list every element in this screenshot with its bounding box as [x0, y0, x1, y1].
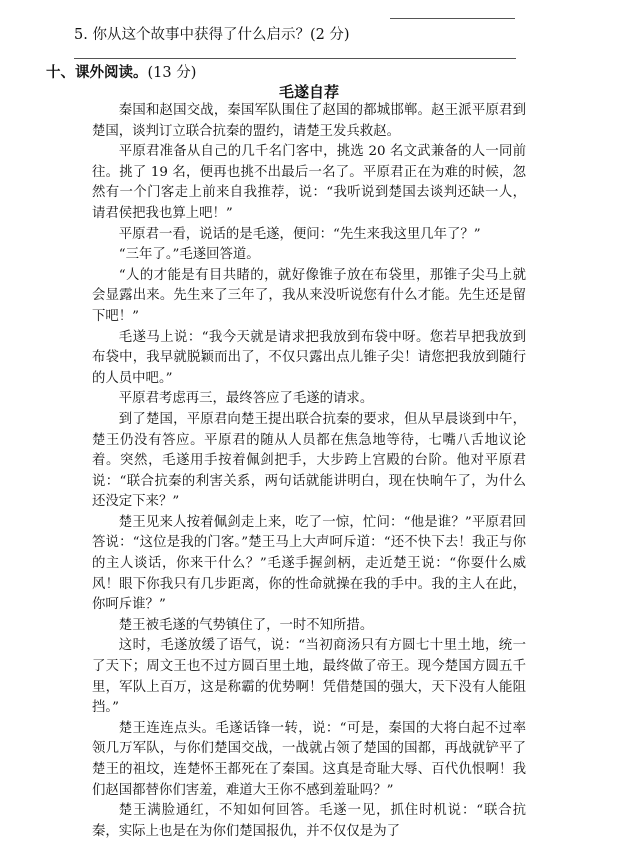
story-paragraph: “人的才能是有目共睹的，就好像锥子放在布袋里，那锥子尖马上就会显露出来。先生来了三年了，我从来没听说您有什么才能。先生还是留下吧！”: [92, 267, 526, 324]
section-number: 十、: [46, 65, 75, 81]
section-name: 课外阅读。: [75, 65, 148, 81]
story-paragraph: 这时，毛遂放缓了语气，说：“当初商汤只有方圆七十里土地，统一了天下；周文王也不过方圆百里土地，最终做了帝王。现今楚国方圆五千里，军队上百万，这是称霸的优势啊！凭借楚国的强大，天下没有人能阻挡。”: [92, 638, 526, 716]
story-paragraph: 平原君一看，说话的是毛遂，便问：“先生来我这里几年了？”: [118, 226, 481, 242]
story-body: [92, 101, 526, 842]
section-score: (13 分): [147, 65, 197, 81]
story-title: 毛遂自荐: [278, 83, 339, 101]
question-5: 5. 你从这个故事中获得了什么启示？(2 分): [74, 27, 350, 43]
answer-line: [390, 18, 515, 19]
story-paragraph: “三年了。”毛遂回答道。: [118, 247, 260, 263]
story-paragraph: 楚王满脸通红，不知如何回答。毛遂一见，抓住时机说：“联合抗秦，实际上也是在为你们楚国报仇，并不仅仅是为了: [92, 803, 526, 839]
story-paragraph: 到了楚国，平原君向楚王提出联合抗秦的要求，但从早晨谈到中午，楚王仍没有答应。平原君的随从人员都在焦急地等待，七嘴八舌地议论着。突然，毛遂用手按着佩剑把手，大步跨上宫殿的台阶。他对平原君说：“联合抗秦的利害关系，两句话就能讲明白，现在快晌午了，为什么还没定下来？”: [92, 411, 526, 510]
answer-line: [74, 58, 516, 59]
story-paragraph: 楚王连连点头。毛遂话锋一转，说：“可是，秦国的大将白起不过率领几万军队，与你们楚国交战，一战就占领了楚国的国都，再战就铲平了楚王的祖坟，连楚怀王都死在了秦国。这真是奇耻大辱、百代仇恨啊！我们赵国都替你们害羞，难道大王你不感到羞耻吗？”: [92, 720, 526, 798]
section-heading: [46, 61, 196, 82]
story-paragraph: 楚王见来人按着佩剑走上来，吃了一惊，忙问：“他是谁？”平原君回答说：“这位是我的门客。”楚王马上大声呵斥道：“还不快下去！我正与你的主人谈话，你来干什么？”毛遂手握剑柄，走近楚王说：“你耍什么威风！眼下你我只有几步距离，你的性命就操在我的手中。我的主人在此，你呵斥谁？”: [92, 514, 526, 613]
story-paragraph: 平原君考虑再三，最终答应了毛遂的请求。: [118, 391, 374, 407]
story-paragraph: 毛遂马上说：“我今天就是请求把我放到布袋中呀。您若早把我放到布袋中，我早就脱颖而出了，不仅只露出点儿锥子尖！请您把我放到随行的人员中吧。”: [92, 329, 526, 386]
story-paragraph: 楚王被毛遂的气势镇住了，一时不知所措。: [118, 617, 374, 633]
story-paragraph: 秦国和赵国交战，秦国军队围住了赵国的都城邯郸。赵王派平原君到楚国，谈判订立联合抗秦的盟约，请楚王发兵救赵。: [92, 103, 526, 139]
story-paragraph: 平原君准备从自己的几千名门客中，挑选 20 名文武兼备的人一同前往。挑了 19 名，便再也挑不出最后一名了。平原君正在为难的时候，忽然有一个门客走上前来自我推荐，说：“我听说到楚国去谈判还缺一人，请君侯把我也算上吧！”: [92, 144, 526, 221]
